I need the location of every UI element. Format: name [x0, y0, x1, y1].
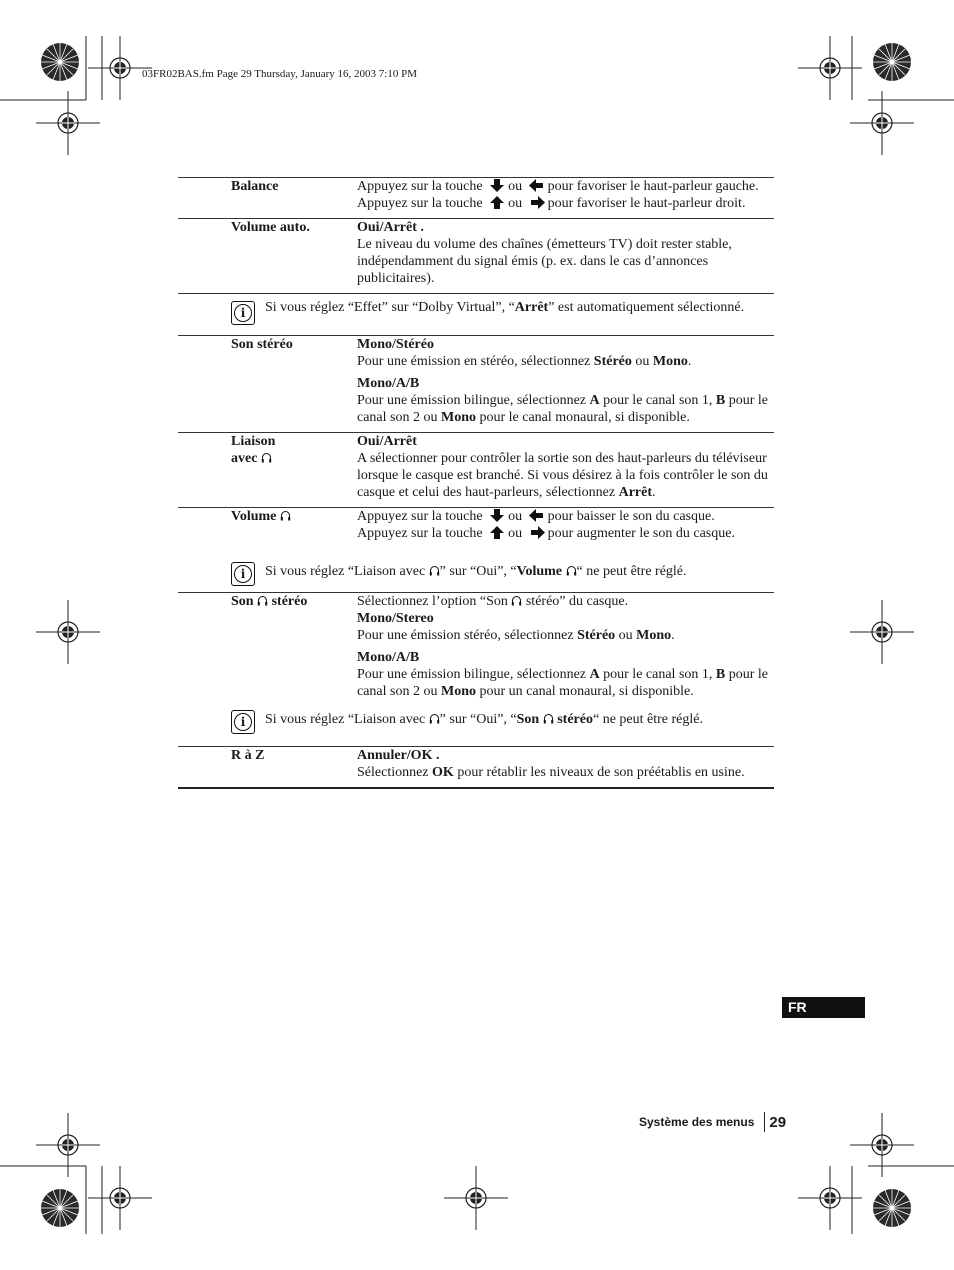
- headphone-icon: [429, 713, 440, 724]
- arrow-up-icon: [489, 196, 505, 209]
- arrow-up-icon: [489, 526, 505, 539]
- arrow-down-icon: [489, 179, 505, 192]
- headphone-icon: [429, 565, 440, 576]
- arrow-right-icon: [529, 526, 545, 539]
- file-info-header: 03FR02BAS.fm Page 29 Thursday, January 16, 2003 7:10 PM: [142, 68, 417, 80]
- row-son-stereo: [178, 335, 774, 432]
- row-option: Oui/Arrêt .: [357, 220, 424, 235]
- headphone-icon: [280, 510, 291, 521]
- info-icon: i: [231, 562, 255, 586]
- arrow-right-icon: [529, 196, 545, 209]
- language-tab: FR: [782, 997, 865, 1018]
- headphone-icon: [511, 595, 522, 606]
- note-text: Si vous réglez “Liaison avec ” sur “Oui”, “Son stéréo“ ne peut être réglé.: [265, 712, 703, 727]
- info-note: [178, 548, 774, 586]
- row-son-casque-stereo: [178, 592, 774, 706]
- row-balance: [178, 177, 774, 218]
- row-label: Volume: [178, 508, 357, 542]
- row-label: Son stéréo: [231, 337, 293, 352]
- row-text: Appuyez sur la touche ou pour favoriser le haut-parleur gauche. Appuyez sur la touche ou pour favoriser le haut-parleur droit.: [357, 179, 759, 211]
- row-text: Sélectionnez l’option “Son stéréo” du casque. Mono/Stereo Pour une émission stéréo, sélectionnez Stéréo ou Mono. Mono/A/B Pour une émission bilingue, sélectionnez A pour le canal son 1, B pour le canal son 2 ou Mono pour un canal monaural, si disponible.: [357, 594, 768, 699]
- headphone-icon: [257, 595, 268, 606]
- info-icon: i: [231, 710, 255, 734]
- info-note: [178, 706, 774, 746]
- row-text: Appuyez sur la touche ou pour baisser le son du casque. Appuyez sur la touche ou pour augmenter le son du casque.: [357, 509, 735, 541]
- row-reset: [178, 746, 774, 789]
- arrow-left-icon: [529, 179, 545, 192]
- row-label: Volume auto.: [231, 220, 310, 235]
- row-text: Oui/Arrêt . Le niveau du volume des chaînes (émetteurs TV) doit rester stable, indépendamment du signal émis (p. ex. dans le cas d’annonces publicitaires).: [357, 219, 774, 287]
- section-title: Système des menus: [639, 1115, 755, 1129]
- note-text: Si vous réglez “Effet” sur “Dolby Virtual”, “Arrêt” est automatiquement sélectionné.: [265, 300, 745, 315]
- row-label: Son stéréo: [231, 594, 308, 609]
- headphone-icon: [543, 713, 554, 724]
- note-text: Si vous réglez “Liaison avec ” sur “Oui”, “Volume “ ne peut être réglé.: [265, 564, 687, 579]
- row-text: Annuler/OK . Sélectionnez OK pour rétablir les niveaux de son préétablis en usine.: [357, 748, 745, 780]
- arrow-down-icon: [489, 509, 505, 522]
- row-text: Mono/Stéréo Pour une émission en stéréo, sélectionnez Stéréo ou Mono. Mono/A/B Pour une émission bilingue, sélectionnez A pour le canal son 1, B pour le canal son 2 ou Mono pour le canal monaural, si disponible.: [357, 337, 768, 425]
- footer-divider: [764, 1112, 765, 1132]
- info-icon: i: [231, 301, 255, 325]
- row-text: Oui/Arrêt A sélectionner pour contrôler la sortie son des haut-parleurs du téléviseur lorsque le casque est branché. Si vous désirez à la fois contrôler le son du casque et celui des haut-parleurs, sélectionnez Arrêt.: [357, 434, 768, 500]
- row-label: Balance: [231, 179, 279, 194]
- row-label: Liaison avec: [231, 434, 276, 466]
- headphone-icon: [566, 565, 577, 576]
- row-volume-casque: [178, 507, 774, 548]
- headphone-icon: [261, 452, 272, 463]
- sound-settings-table: [178, 177, 774, 789]
- row-volume-auto: [178, 218, 774, 293]
- info-note: [178, 293, 774, 335]
- page-footer: [639, 1112, 786, 1132]
- arrow-left-icon: [529, 509, 545, 522]
- page-number: 29: [769, 1113, 787, 1131]
- row-label: R à Z: [231, 748, 265, 763]
- row-liaison-casque: [178, 432, 774, 507]
